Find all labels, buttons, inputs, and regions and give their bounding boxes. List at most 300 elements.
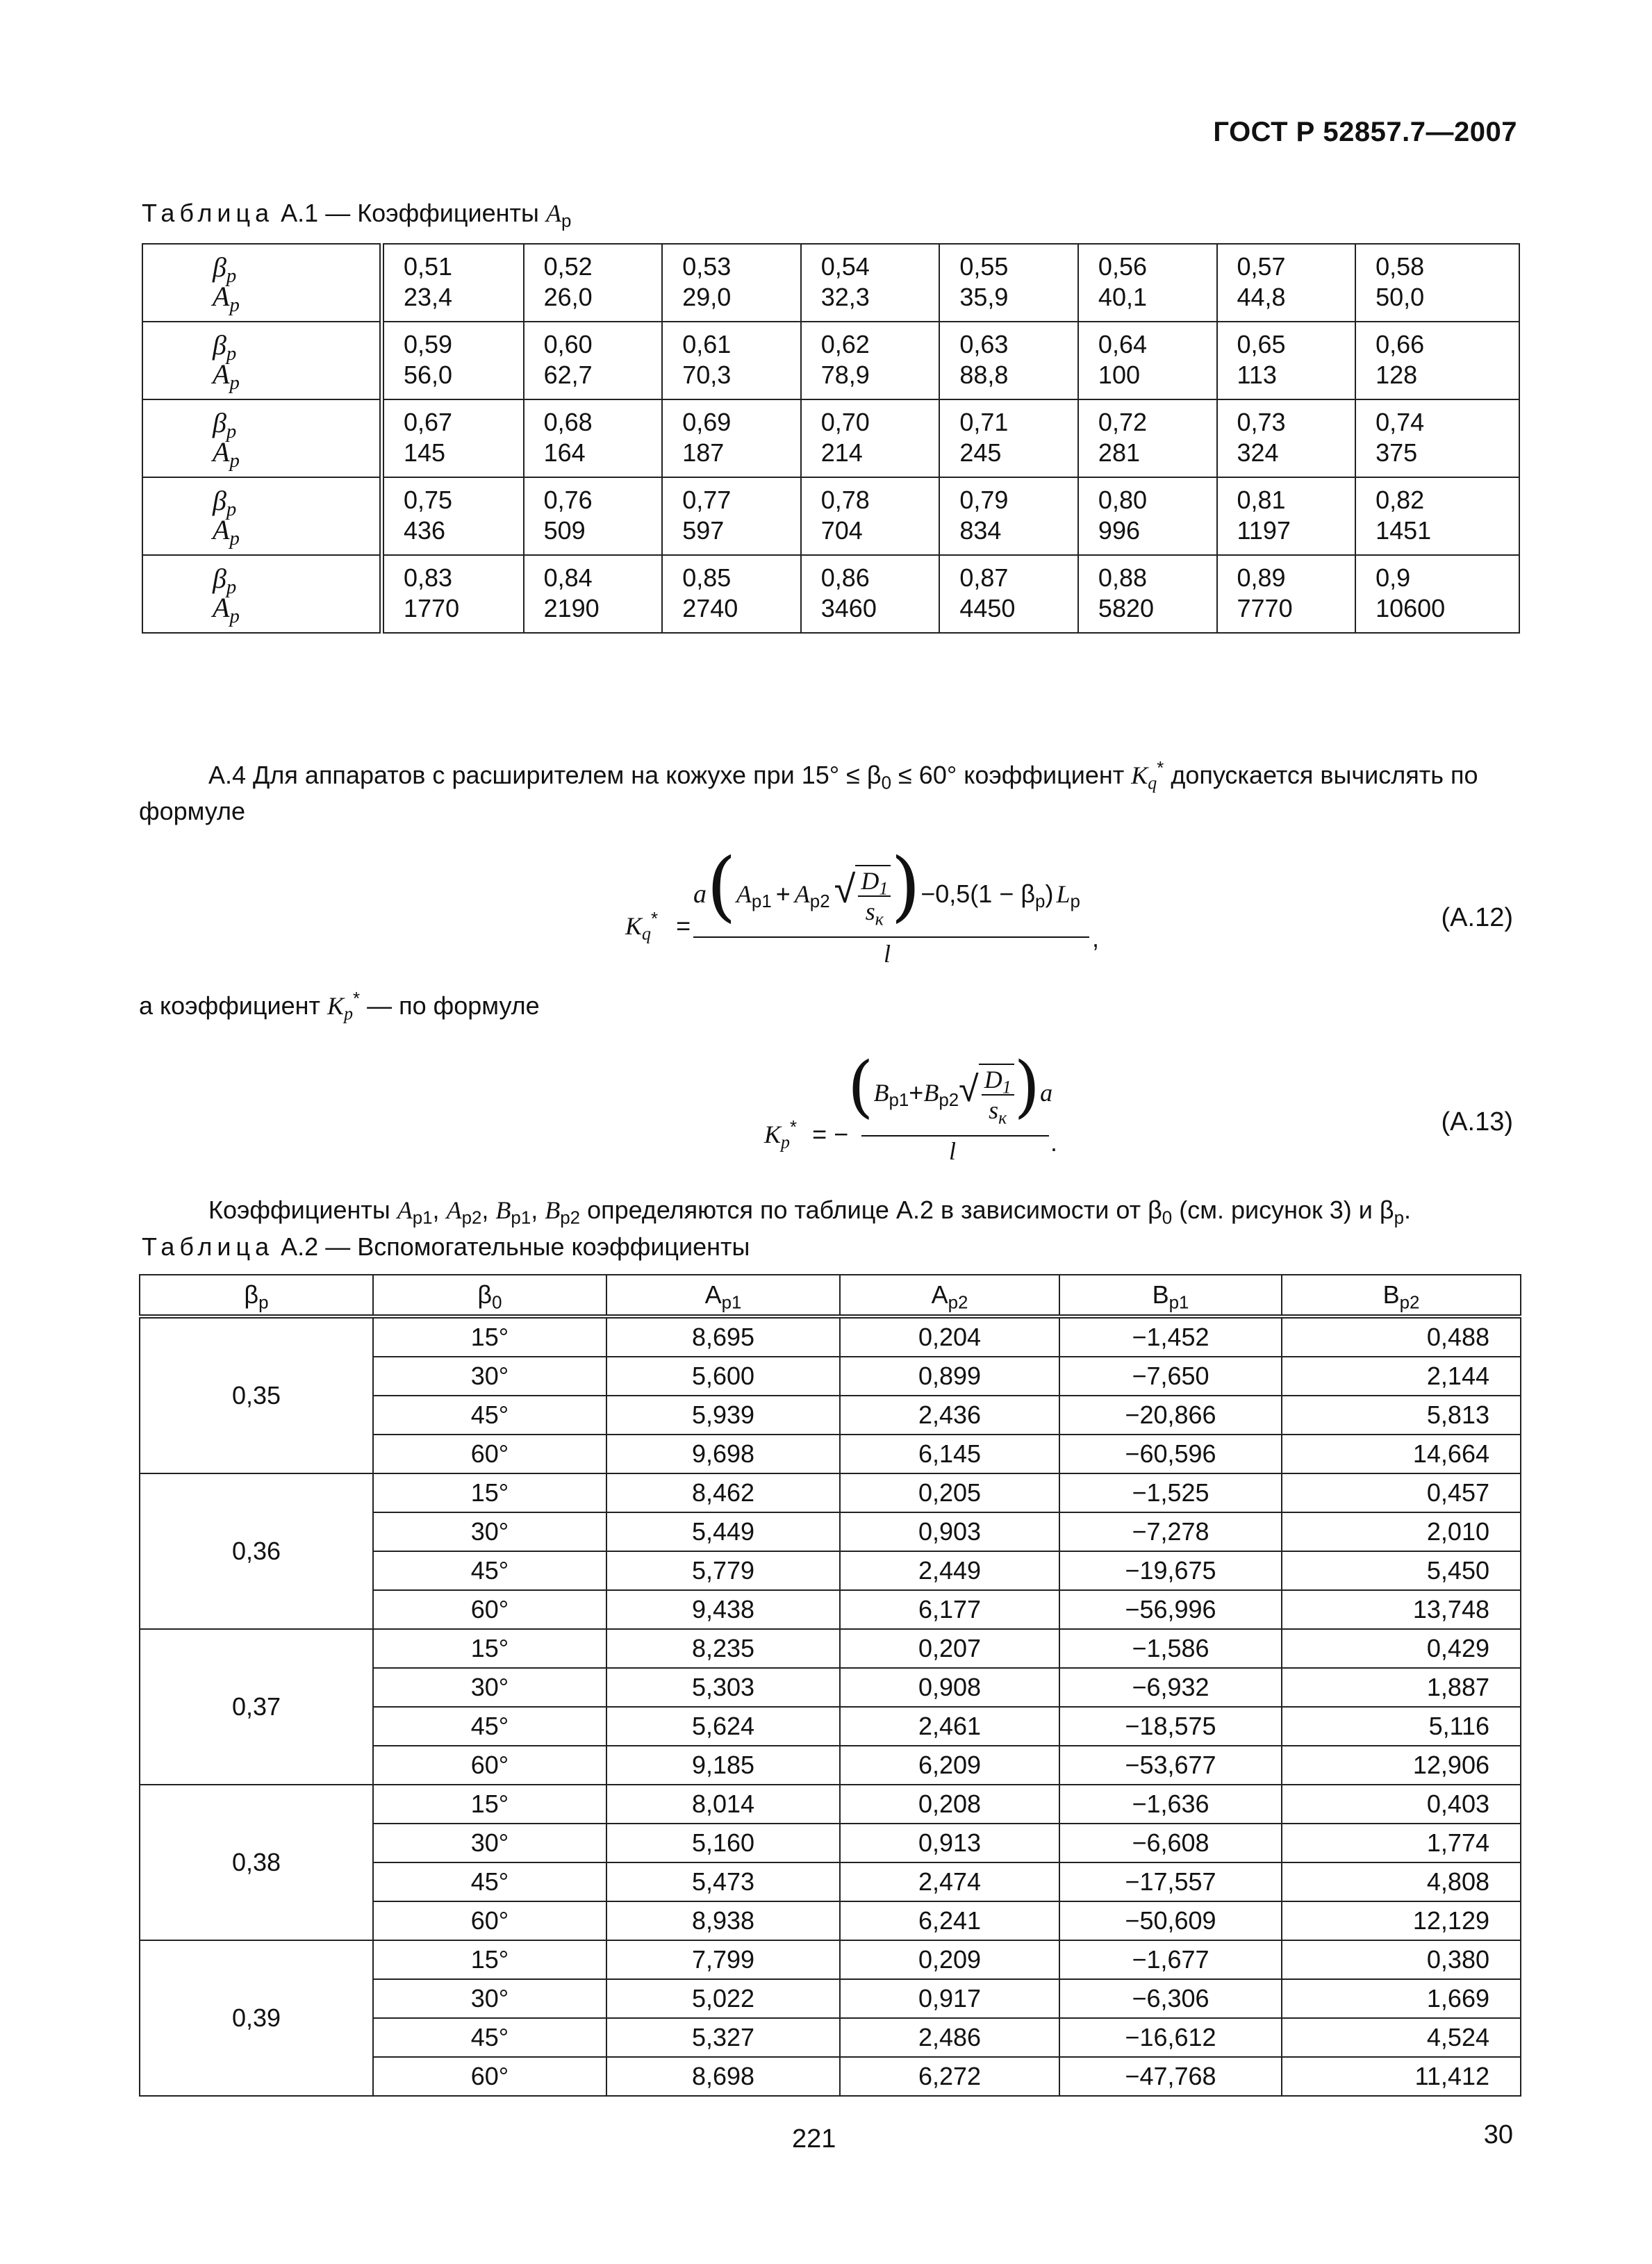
table-a1-cell bbox=[1217, 555, 1356, 633]
beta-p-value: 0,51 bbox=[404, 252, 453, 281]
table-a2-cell: −1,452 bbox=[1059, 1316, 1282, 1357]
a-symbol: A bbox=[213, 592, 230, 623]
a13-d1: D bbox=[984, 1066, 1002, 1094]
table-a1-cell bbox=[1355, 322, 1519, 399]
beta-p-value: 0,80 bbox=[1098, 486, 1147, 514]
beta-p-value: 0,54 bbox=[820, 252, 870, 281]
beta-p-value: 0,62 bbox=[820, 330, 870, 358]
beta-p-value: 0,67 bbox=[404, 408, 453, 436]
beta-p-value: 0,88 bbox=[1098, 563, 1147, 592]
table-a2-cell: 6,272 bbox=[840, 2057, 1059, 2096]
table-a1-cell bbox=[1355, 555, 1519, 633]
a-p-value: 44,8 bbox=[1237, 283, 1286, 311]
header-symbol: A bbox=[931, 1280, 948, 1309]
coef-text4: . bbox=[1403, 1196, 1411, 1224]
beta-p-value: 0,87 bbox=[959, 563, 1009, 592]
beta-symbol-sub: p bbox=[226, 420, 237, 443]
table-a1-cell bbox=[939, 244, 1078, 322]
a-p-value: 78,9 bbox=[820, 361, 870, 389]
a-p-value: 187 bbox=[682, 438, 725, 467]
a12-sqrt bbox=[855, 865, 891, 929]
beta-p-value: 0,66 bbox=[1376, 330, 1425, 358]
a-p-value: 62,7 bbox=[543, 361, 593, 389]
beta-p-label bbox=[213, 563, 379, 599]
table-a1-cell bbox=[801, 322, 940, 399]
header-symbol: B bbox=[1152, 1280, 1169, 1309]
coef-sep3: , bbox=[531, 1196, 545, 1224]
coef-sep1: , bbox=[432, 1196, 447, 1224]
table-a1-row-header bbox=[142, 477, 382, 555]
table-a2-cell: 5,473 bbox=[606, 1862, 840, 1901]
beta-p-value: 0,9 bbox=[1376, 563, 1411, 592]
table-a2-cell: −7,650 bbox=[1059, 1357, 1282, 1396]
sheet-number: 30 bbox=[1483, 2120, 1513, 2149]
table-a2-cell: −20,866 bbox=[1059, 1396, 1282, 1435]
beta-p-value: 0,56 bbox=[1098, 252, 1147, 281]
header-symbol-sub: p2 bbox=[948, 1293, 968, 1313]
table-a2-cell: 0,903 bbox=[840, 1512, 1059, 1551]
beta-p-value: 0,64 bbox=[1098, 330, 1147, 358]
a13-bp1: B bbox=[873, 1079, 889, 1107]
table-a2-cell: 8,014 bbox=[606, 1785, 840, 1824]
a12-inner-frac bbox=[858, 866, 891, 929]
table-a2-header-cell bbox=[840, 1275, 1059, 1316]
a-p-value: 88,8 bbox=[959, 361, 1009, 389]
a-p-value: 145 bbox=[404, 438, 446, 467]
a-p-value: 324 bbox=[1237, 438, 1279, 467]
coef-a1-sub: p1 bbox=[412, 1208, 433, 1228]
table-a1-cell bbox=[1078, 322, 1217, 399]
a-p-value: 436 bbox=[404, 516, 446, 545]
table-a2-cell: 0,205 bbox=[840, 1473, 1059, 1512]
beta-p-value: 0,83 bbox=[404, 563, 453, 592]
table-a2-header-row bbox=[140, 1275, 1521, 1316]
table-a2-row bbox=[140, 1629, 1521, 1668]
header-symbol-sub: p bbox=[258, 1293, 269, 1313]
table-a1-cell bbox=[524, 322, 663, 399]
table-a2-cell: 0,899 bbox=[840, 1357, 1059, 1396]
kp-star: * bbox=[353, 989, 361, 1009]
table-a2-cell: 6,177 bbox=[840, 1590, 1059, 1629]
table-a2-cell: 14,664 bbox=[1282, 1435, 1521, 1473]
para-a4-text3: допускается вычислять по bbox=[1164, 761, 1478, 789]
table-a2-cell: 0,403 bbox=[1282, 1785, 1521, 1824]
a12-sk: s bbox=[865, 898, 875, 926]
table-a1-cell bbox=[1217, 244, 1356, 322]
table-a1-caption bbox=[142, 199, 572, 231]
table-a2-cell: 9,698 bbox=[606, 1435, 840, 1473]
table-a1-cell bbox=[662, 399, 801, 477]
table-a2-cell: 45° bbox=[373, 2018, 606, 2057]
table-a2-cell: 5,600 bbox=[606, 1357, 840, 1396]
a-symbol-sub: p bbox=[229, 527, 240, 550]
equation-number-a13: (А.13) bbox=[1441, 1107, 1513, 1137]
table-a2-cell: 0,488 bbox=[1282, 1316, 1521, 1357]
table-a1-cell bbox=[1217, 399, 1356, 477]
formula-a13 bbox=[764, 1048, 1058, 1171]
table-a2-cell: −18,575 bbox=[1059, 1707, 1282, 1746]
a-p-value: 5820 bbox=[1098, 594, 1155, 622]
table-a1 bbox=[142, 243, 1520, 634]
caption-symbol-sub: p bbox=[561, 211, 572, 231]
a12-k-star: * bbox=[650, 909, 659, 929]
table-a2-cell: −50,609 bbox=[1059, 1901, 1282, 1940]
a-p-value: 1197 bbox=[1237, 516, 1291, 545]
a-p-value: 50,0 bbox=[1376, 283, 1425, 311]
table-a2-cell: 5,813 bbox=[1282, 1396, 1521, 1435]
a13-d1-sub: 1 bbox=[1002, 1077, 1011, 1098]
header-symbol: β bbox=[477, 1280, 493, 1309]
table-a1-cell bbox=[939, 477, 1078, 555]
table-a2-cell: 0,917 bbox=[840, 1979, 1059, 2018]
beta-p-label bbox=[213, 485, 379, 521]
table-a1-row bbox=[142, 399, 1519, 477]
beta-p-group-cell: 0,36 bbox=[140, 1473, 373, 1629]
table-a1-cell bbox=[939, 322, 1078, 399]
table-a2-row bbox=[140, 1785, 1521, 1824]
a-p-value: 29,0 bbox=[682, 283, 732, 311]
table-a2-cell: 0,208 bbox=[840, 1785, 1059, 1824]
a12-ap2: A bbox=[794, 880, 810, 908]
a12-k: K bbox=[625, 912, 643, 940]
table-a1-row-header bbox=[142, 555, 382, 633]
table-a2-cell: −6,306 bbox=[1059, 1979, 1282, 2018]
beta-p-value: 0,85 bbox=[682, 563, 732, 592]
a13-k-sub: p bbox=[781, 1132, 790, 1152]
a-p-value: 509 bbox=[543, 516, 586, 545]
a13-sk-sub: к bbox=[998, 1107, 1007, 1128]
table-a1-cell bbox=[662, 244, 801, 322]
page-number: 221 bbox=[792, 2124, 836, 2154]
a12-eq: = bbox=[676, 911, 691, 940]
beta-p-value: 0,76 bbox=[543, 486, 593, 514]
table-a1-row bbox=[142, 555, 1519, 633]
a-p-value: 23,4 bbox=[404, 283, 453, 311]
table-a1-cell bbox=[801, 477, 940, 555]
a-p-value: 113 bbox=[1237, 361, 1277, 389]
a13-eq: = − bbox=[812, 1120, 849, 1148]
table-a2-cell: 0,913 bbox=[840, 1824, 1059, 1862]
para-a4-sub0: 0 bbox=[881, 773, 892, 793]
beta-p-value: 0,79 bbox=[959, 486, 1009, 514]
a12-rparen: ) bbox=[891, 841, 921, 930]
table-a2-cell: 5,449 bbox=[606, 1512, 840, 1551]
table-a1-cell bbox=[801, 399, 940, 477]
coef-sub0: 0 bbox=[1162, 1208, 1173, 1228]
beta-symbol: β bbox=[213, 485, 226, 516]
beta-symbol-sub: p bbox=[226, 265, 237, 288]
table-a1-cell bbox=[382, 244, 524, 322]
a13-bp2: B bbox=[923, 1079, 939, 1107]
a-p-value: 3460 bbox=[820, 594, 877, 622]
a12-ap1: A bbox=[736, 880, 752, 908]
table-a2-cell: 1,887 bbox=[1282, 1668, 1521, 1707]
a13-sqrt-sign: √ bbox=[959, 1069, 979, 1109]
table-a2-cell: −1,636 bbox=[1059, 1785, 1282, 1824]
beta-symbol: β bbox=[213, 251, 226, 283]
beta-p-value: 0,55 bbox=[959, 252, 1009, 281]
table-a2-cell: 15° bbox=[373, 1629, 606, 1668]
table-a2-cell: −6,608 bbox=[1059, 1824, 1282, 1862]
table-a2-cell: 1,774 bbox=[1282, 1824, 1521, 1862]
a12-lp: L bbox=[1056, 880, 1071, 908]
table-a1-cell bbox=[1217, 322, 1356, 399]
table-a2-cell: 5,022 bbox=[606, 1979, 840, 2018]
beta-p-group-cell: 0,37 bbox=[140, 1629, 373, 1785]
table-a1-cell bbox=[1355, 244, 1519, 322]
a13-bp1-sub: p1 bbox=[889, 1091, 909, 1111]
a-p-label bbox=[213, 592, 379, 628]
header-symbol-sub: 0 bbox=[492, 1293, 502, 1313]
beta-p-group-cell: 0,39 bbox=[140, 1940, 373, 2096]
table-a2-cell: 0,207 bbox=[840, 1629, 1059, 1668]
a-p-label bbox=[213, 358, 379, 395]
table-a2-cell: 6,209 bbox=[840, 1746, 1059, 1785]
a-p-value: 164 bbox=[543, 438, 586, 467]
table-a1-body bbox=[142, 244, 1519, 633]
table-a2-header-cell bbox=[140, 1275, 373, 1316]
beta-p-value: 0,74 bbox=[1376, 408, 1425, 436]
a12-ap2-sub: p2 bbox=[809, 892, 830, 912]
beta-symbol: β bbox=[213, 563, 226, 594]
paragraph-a4-line2: формуле bbox=[139, 797, 246, 825]
formula-a12-lhs bbox=[625, 909, 691, 944]
a12-comma: , bbox=[1092, 924, 1100, 952]
a-p-value: 4450 bbox=[959, 594, 1016, 622]
table-a2-cell: 0,429 bbox=[1282, 1629, 1521, 1668]
formula-a12 bbox=[625, 841, 1112, 980]
kp-sub: p bbox=[344, 1003, 354, 1024]
table-a1-cell bbox=[382, 555, 524, 633]
coef-a2: A bbox=[446, 1196, 462, 1224]
table-a2-cell: −56,996 bbox=[1059, 1590, 1282, 1629]
table-a2-cell: 30° bbox=[373, 1512, 606, 1551]
a13-lparen: ( bbox=[848, 1048, 874, 1125]
table-a2-cell: 0,209 bbox=[840, 1940, 1059, 1979]
table-a1-cell bbox=[801, 555, 940, 633]
table-a1-cell bbox=[382, 477, 524, 555]
table-a2-cell: 7,799 bbox=[606, 1940, 840, 1979]
a12-tail: −0,5(1 − β bbox=[920, 879, 1036, 908]
table-a2-cell: 2,010 bbox=[1282, 1512, 1521, 1551]
beta-p-value: 0,70 bbox=[820, 408, 870, 436]
a-p-value: 1770 bbox=[404, 594, 460, 622]
beta-p-group-cell: 0,38 bbox=[140, 1785, 373, 1940]
table-a2-cell: 8,698 bbox=[606, 2057, 840, 2096]
coef-text2: определяются по таблице А.2 в зависимости от β bbox=[580, 1196, 1162, 1224]
a13-a: a bbox=[1040, 1079, 1053, 1107]
a12-tail-sub: p bbox=[1035, 892, 1046, 912]
a-p-value: 375 bbox=[1376, 438, 1418, 467]
table-a2-cell: −1,586 bbox=[1059, 1629, 1282, 1668]
a13-rparen: ) bbox=[1014, 1048, 1041, 1125]
a-p-value: 214 bbox=[820, 438, 863, 467]
table-a2-cell: 6,145 bbox=[840, 1435, 1059, 1473]
table-a2-cell: 5,160 bbox=[606, 1824, 840, 1862]
a12-d1-sub: 1 bbox=[879, 878, 889, 899]
a-p-value: 245 bbox=[959, 438, 1002, 467]
beta-p-value: 0,61 bbox=[682, 330, 732, 358]
a-p-value: 40,1 bbox=[1098, 283, 1147, 311]
a-p-value: 2190 bbox=[543, 594, 600, 622]
a13-k-star: * bbox=[789, 1117, 798, 1137]
caption-label: Таблица bbox=[142, 199, 274, 227]
beta-p-value: 0,60 bbox=[543, 330, 593, 358]
header-symbol: β bbox=[244, 1280, 259, 1309]
a13-bp2-sub: p2 bbox=[939, 1091, 959, 1111]
beta-p-value: 0,71 bbox=[959, 408, 1009, 436]
coef-a2-sub: p2 bbox=[461, 1208, 482, 1228]
paragraph-coefficients bbox=[208, 1192, 1528, 1228]
para-a4-text1: А.4 Для аппаратов с расширителем на кожухе при 15° ≤ β bbox=[208, 761, 882, 789]
formula-a13-numerator bbox=[848, 1048, 1053, 1133]
table-a2-cell: 12,129 bbox=[1282, 1901, 1521, 1940]
table-a1-cell bbox=[1078, 555, 1217, 633]
table-a2-header-cell bbox=[1059, 1275, 1282, 1316]
table-a2-cell: 9,438 bbox=[606, 1590, 840, 1629]
a12-inner-num bbox=[858, 866, 891, 897]
table-a2-cell: 45° bbox=[373, 1551, 606, 1590]
caption-symbol: A bbox=[545, 199, 561, 227]
a-p-label bbox=[213, 281, 379, 317]
a13-denominator: l bbox=[949, 1137, 957, 1165]
beta-p-value: 0,72 bbox=[1098, 408, 1147, 436]
kq-sub: q bbox=[1148, 772, 1157, 793]
header-symbol-sub: p2 bbox=[1399, 1293, 1420, 1313]
table-a2-cell: 0,204 bbox=[840, 1316, 1059, 1357]
a-symbol-sub: p bbox=[229, 449, 240, 472]
beta-p-value: 0,75 bbox=[404, 486, 453, 514]
coef-sep2: , bbox=[481, 1196, 496, 1224]
beta-symbol: β bbox=[213, 329, 226, 361]
caption-text: А.2 — Вспомогательные коэффициенты bbox=[281, 1232, 750, 1261]
table-a2-cell: −19,675 bbox=[1059, 1551, 1282, 1590]
table-a1-cell bbox=[662, 555, 801, 633]
a12-a: a bbox=[693, 879, 707, 909]
a-p-value: 597 bbox=[682, 516, 725, 545]
table-a2-cell: −1,677 bbox=[1059, 1940, 1282, 1979]
table-a2-cell: −47,768 bbox=[1059, 2057, 1282, 2096]
a12-k-sub: q bbox=[642, 923, 651, 944]
table-a2-cell: 0,380 bbox=[1282, 1940, 1521, 1979]
table-a2-cell: 30° bbox=[373, 1668, 606, 1707]
table-a2-cell: 12,906 bbox=[1282, 1746, 1521, 1785]
coef-text3: (см. рисунок 3) и β bbox=[1172, 1196, 1394, 1224]
beta-p-value: 0,58 bbox=[1376, 252, 1425, 281]
coef-b1: B bbox=[495, 1196, 511, 1224]
table-a2-cell: −1,525 bbox=[1059, 1473, 1282, 1512]
table-a2-cell: 13,748 bbox=[1282, 1590, 1521, 1629]
beta-p-value: 0,89 bbox=[1237, 563, 1286, 592]
coef-b2-sub: p2 bbox=[560, 1208, 581, 1228]
table-a1-row-header bbox=[142, 399, 382, 477]
beta-p-label bbox=[213, 251, 379, 288]
table-a2-cell: 45° bbox=[373, 1862, 606, 1901]
table-a1-cell bbox=[1355, 399, 1519, 477]
table-a2-cell: 8,695 bbox=[606, 1316, 840, 1357]
table-a1-cell bbox=[1078, 244, 1217, 322]
beta-symbol-sub: p bbox=[226, 576, 237, 599]
table-a2-cell: 60° bbox=[373, 1435, 606, 1473]
header-symbol-sub: p1 bbox=[1168, 1293, 1189, 1313]
table-a2-cell: 45° bbox=[373, 1396, 606, 1435]
beta-symbol-sub: p bbox=[226, 498, 237, 521]
a-p-value: 834 bbox=[959, 516, 1002, 545]
coef-a1: A bbox=[397, 1196, 413, 1224]
table-a1-cell bbox=[662, 322, 801, 399]
table-a2-cell: 2,436 bbox=[840, 1396, 1059, 1435]
a-p-value: 35,9 bbox=[959, 283, 1009, 311]
kq-symbol: K bbox=[1131, 761, 1148, 789]
a-symbol: A bbox=[213, 436, 230, 468]
formula-a13-lhs bbox=[764, 1117, 849, 1152]
a-p-value: 2740 bbox=[682, 594, 738, 622]
a12-inner-den bbox=[858, 897, 891, 929]
coef-b1-sub: p1 bbox=[511, 1208, 531, 1228]
paragraph-kp bbox=[139, 988, 540, 1024]
a13-inner-num bbox=[982, 1065, 1014, 1096]
table-a2-cell: 45° bbox=[373, 1707, 606, 1746]
beta-p-value: 0,78 bbox=[820, 486, 870, 514]
table-a1-cell bbox=[939, 399, 1078, 477]
beta-p-value: 0,86 bbox=[820, 563, 870, 592]
a-p-value: 1451 bbox=[1376, 516, 1432, 545]
table-a2-cell: 1,669 bbox=[1282, 1979, 1521, 2018]
table-a2-cell: 5,327 bbox=[606, 2018, 840, 2057]
a12-plus: + bbox=[775, 879, 791, 908]
table-a2-cell: 30° bbox=[373, 1979, 606, 2018]
a-p-value: 32,3 bbox=[820, 283, 870, 311]
table-a2-cell: 2,461 bbox=[840, 1707, 1059, 1746]
table-a2-cell: −16,612 bbox=[1059, 2018, 1282, 2057]
table-a2-cell: 60° bbox=[373, 1901, 606, 1940]
coef-b2: B bbox=[545, 1196, 561, 1224]
table-a1-row-header bbox=[142, 322, 382, 399]
a12-lparen: ( bbox=[707, 841, 736, 930]
para-kp-text2: — по формуле bbox=[360, 991, 540, 1020]
table-a2-cell: −53,677 bbox=[1059, 1746, 1282, 1785]
table-a2-caption bbox=[142, 1232, 750, 1262]
table-a2-body bbox=[140, 1316, 1521, 2096]
table-a2-cell: 4,808 bbox=[1282, 1862, 1521, 1901]
table-a2-cell: 30° bbox=[373, 1357, 606, 1396]
beta-p-value: 0,52 bbox=[543, 252, 593, 281]
table-a1-row bbox=[142, 244, 1519, 322]
caption-label: Таблица bbox=[142, 1232, 274, 1261]
a13-sk: s bbox=[989, 1096, 999, 1125]
table-a1-cell bbox=[939, 555, 1078, 633]
beta-p-value: 0,68 bbox=[543, 408, 593, 436]
a-p-value: 281 bbox=[1098, 438, 1140, 467]
kp-symbol: K bbox=[327, 992, 345, 1020]
a-p-label bbox=[213, 436, 379, 472]
table-a2 bbox=[139, 1274, 1521, 2097]
table-a2-cell: 2,474 bbox=[840, 1862, 1059, 1901]
table-a2-cell: 2,144 bbox=[1282, 1357, 1521, 1396]
a-p-value: 704 bbox=[820, 516, 863, 545]
table-a1-cell bbox=[524, 555, 663, 633]
table-a2-cell: −6,932 bbox=[1059, 1668, 1282, 1707]
beta-p-value: 0,73 bbox=[1237, 408, 1286, 436]
a-p-value: 70,3 bbox=[682, 361, 732, 389]
table-a2-cell: 30° bbox=[373, 1824, 606, 1862]
beta-p-value: 0,69 bbox=[682, 408, 732, 436]
beta-p-value: 0,81 bbox=[1237, 486, 1286, 514]
table-a1-row-header bbox=[142, 244, 382, 322]
table-a1-cell bbox=[524, 244, 663, 322]
table-a1-cell bbox=[382, 322, 524, 399]
a-p-label bbox=[213, 514, 379, 550]
